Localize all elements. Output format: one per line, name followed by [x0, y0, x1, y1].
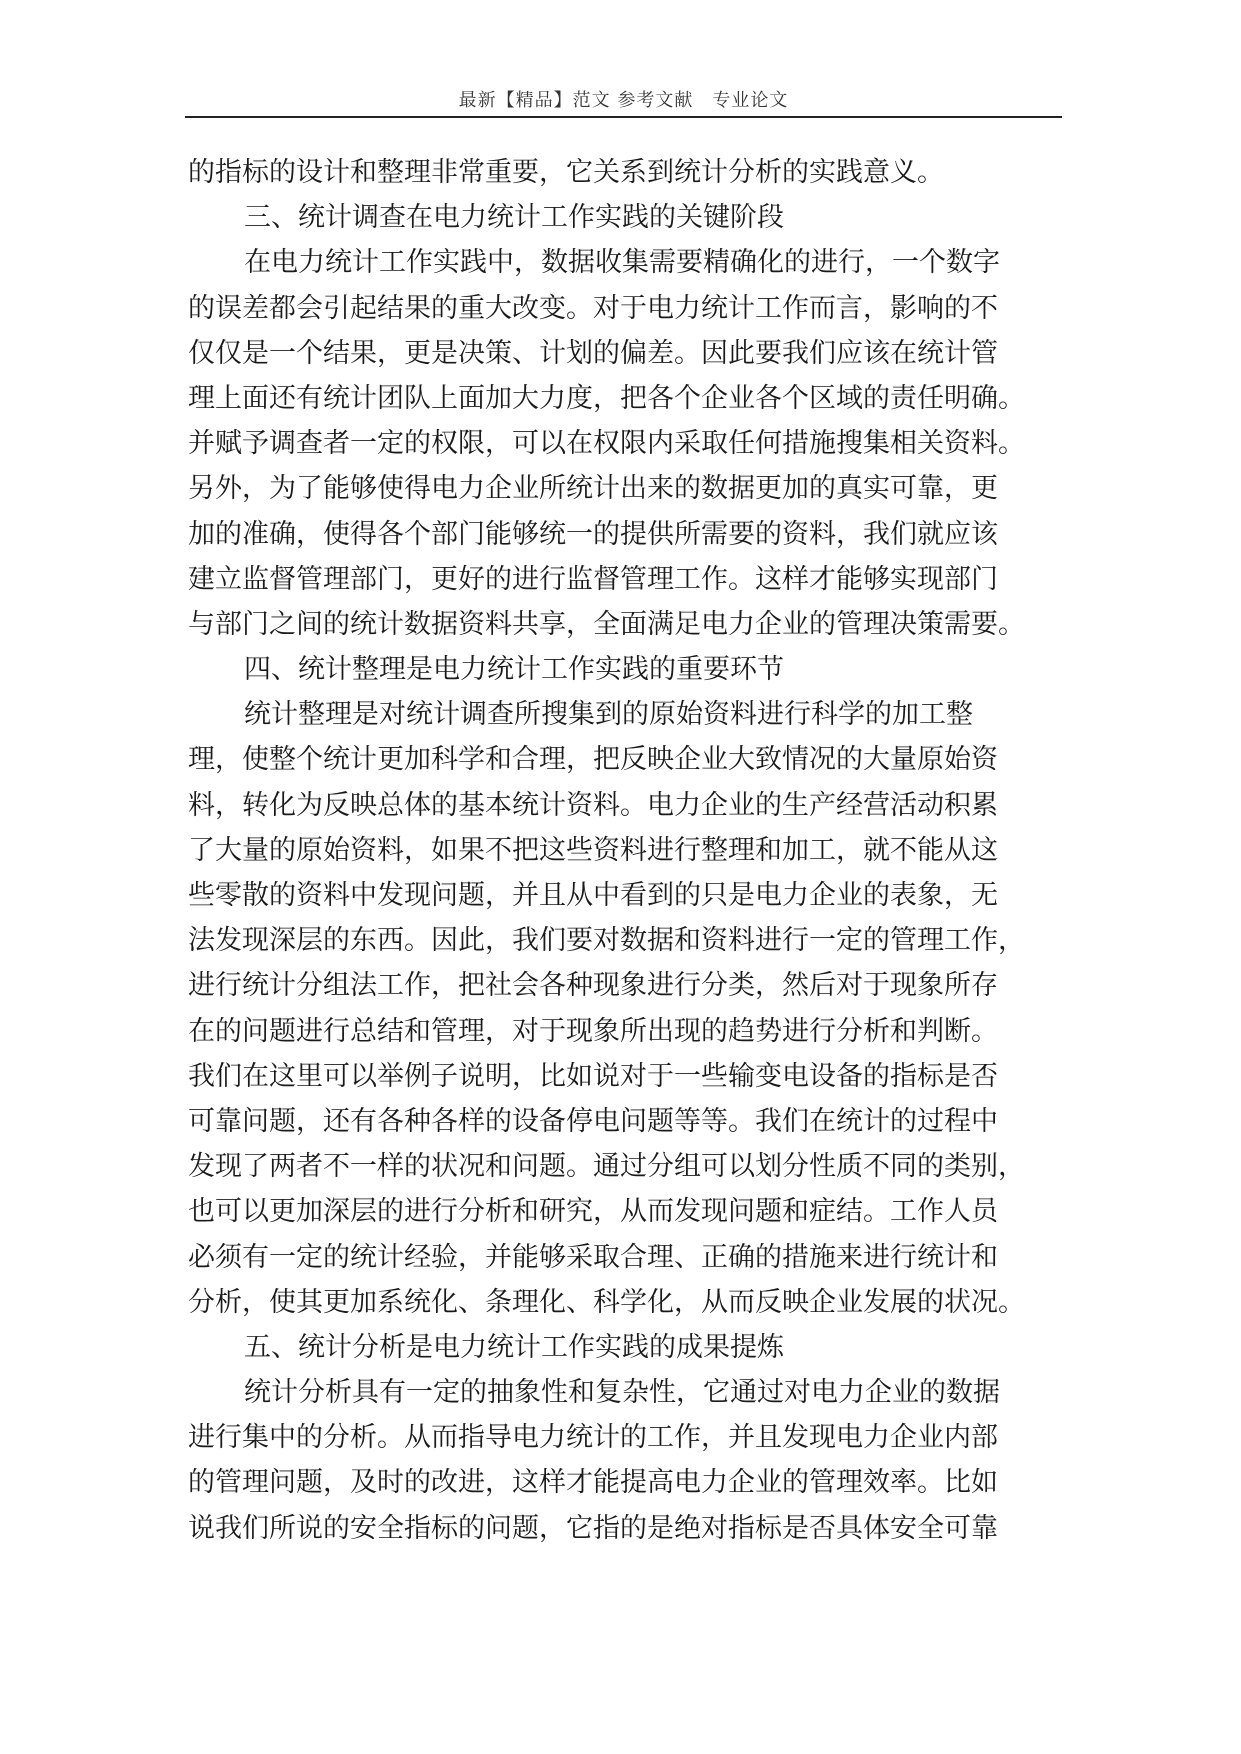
text-line: 另外，为了能够使得电力企业所统计出来的数据更加的真实可靠，更 [188, 473, 998, 505]
text-line: 的指标的设计和整理非常重要，它关系到统计分析的实践意义。 [188, 157, 944, 188]
text-line: 进行统计分组法工作，把社会各种现象进行分类，然后对于现象所存 [188, 970, 998, 1002]
text-line: 也可以更加深层的进行分析和研究，从而发现问题和症结。工作人员 [188, 1196, 998, 1228]
text-line: 发现了两者不一样的状况和问题。通过分组可以划分性质不同的类别， [188, 1151, 1025, 1183]
text-line: 法发现深层的东西。因此，我们要对数据和资料进行一定的管理工作， [188, 925, 1025, 957]
text-line: 些零散的资料中发现问题，并且从中看到的只是电力企业的表象，无 [188, 880, 998, 911]
text-line: 并赋予调查者一定的权限，可以在权限内采取任何措施搜集相关资料。 [188, 428, 1025, 460]
text-line: 在的问题进行总结和管理，对于现象所出现的趋势进行分析和判断。 [188, 1015, 998, 1047]
text-line: 我们在这里可以举例子说明，比如说对于一些输变电设备的指标是否 [188, 1060, 998, 1092]
text-line: 进行集中的分析。从而指导电力统计的工作，并且发现电力企业内部 [188, 1422, 998, 1454]
text-line: 建立监督管理部门，更好的进行监督管理工作。这样才能够实现部门 [188, 563, 998, 595]
text-line: 仅仅是一个结果，更是决策、计划的偏差。因此要我们应该在统计管 [188, 337, 998, 369]
text-line: 统计分析具有一定的抽象性和复杂性，它通过对电力企业的数据 [244, 1377, 1000, 1409]
text-line: 的管理问题，及时的改进，这样才能提高电力企业的管理效率。比如 [188, 1467, 998, 1499]
text-line: 分析，使其更加系统化、条理化、科学化，从而反映企业发展的状况。 [188, 1286, 1025, 1318]
text-line: 五、统计分析是电力统计工作实践的成果提炼 [244, 1331, 784, 1363]
text-line: 与部门之间的统计数据资料共享，全面满足电力企业的管理决策需要。 [188, 608, 1025, 640]
text-line: 理，使整个统计更加科学和合理，把反映企业大致情况的大量原始资 [188, 744, 998, 776]
text-line: 三、统计调查在电力统计工作实践的关键阶段 [244, 202, 784, 234]
text-line: 可靠问题，还有各种各样的设备停电问题等等。我们在统计的过程中 [188, 1105, 998, 1137]
text-line: 必须有一定的统计经验，并能够采取合理、正确的措施来进行统计和 [188, 1241, 998, 1273]
text-line: 统计整理是对统计调查所搜集到的原始资料进行科学的加工整 [244, 699, 973, 731]
text-line: 在电力统计工作实践中，数据收集需要精确化的进行，一个数字 [244, 247, 1000, 279]
text-line: 料，转化为反映总体的基本统计资料。电力企业的生产经营活动积累 [188, 789, 998, 821]
text-line: 理上面还有统计团队上面加大力度，把各个企业各个区域的责任明确。 [188, 382, 1025, 414]
text-line: 说我们所说的安全指标的问题，它指的是绝对指标是否具体安全可靠 [188, 1512, 998, 1544]
header-divider [185, 116, 1062, 118]
text-line: 加的准确，使得各个部门能够统一的提供所需要的资料，我们就应该 [188, 518, 998, 550]
page-header: 最新【精品】范文 参考文献 专业论文 [458, 90, 789, 111]
text-line: 的误差都会引起结果的重大改变。对于电力统计工作而言，影响的不 [188, 292, 998, 324]
body-text [188, 150, 1060, 1551]
text-line: 四、统计整理是电力统计工作实践的重要环节 [244, 654, 784, 686]
text-line: 了大量的原始资料，如果不把这些资料进行整理和加工，就不能从这 [188, 834, 998, 866]
